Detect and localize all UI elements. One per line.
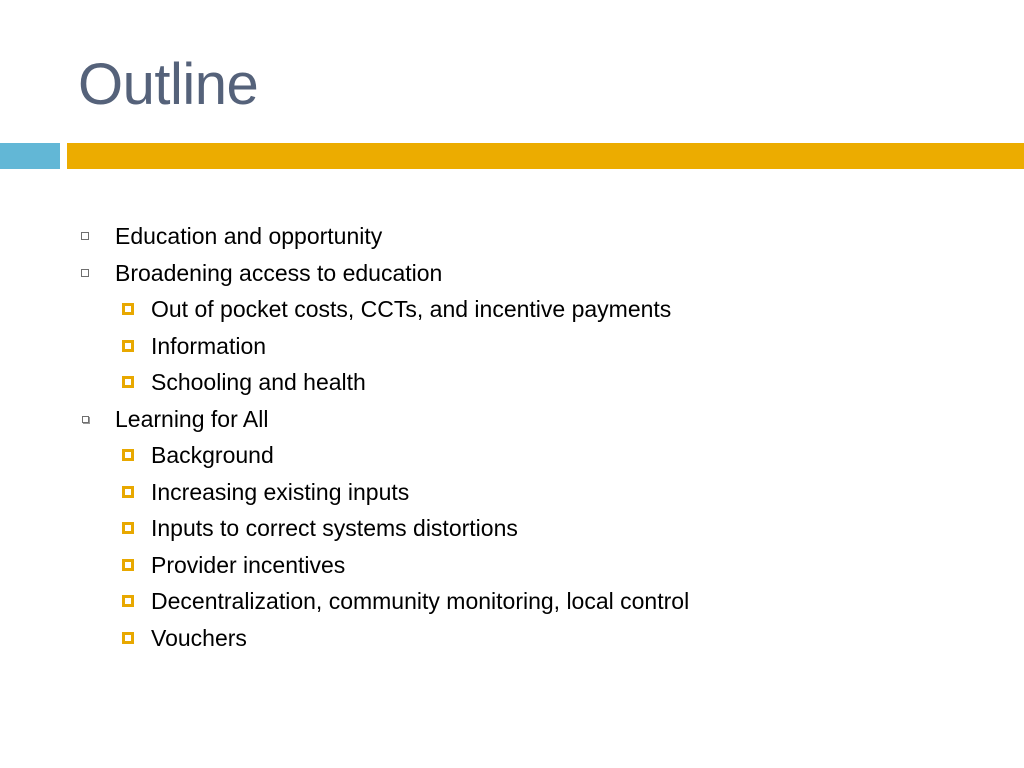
list-item-text: Background	[151, 442, 274, 468]
bullet-list	[0, 218, 1024, 656]
list-item	[0, 620, 1024, 657]
list-item	[0, 547, 1024, 584]
list-item	[0, 401, 1024, 438]
list-item-text: Out of pocket costs, CCTs, and incentive payments	[151, 296, 672, 322]
list-item-text: Information	[151, 332, 267, 359]
gold-square-bullet-icon	[122, 559, 134, 571]
list-item-text: Provider incentives	[151, 551, 346, 578]
slide-title: Outline	[78, 52, 259, 117]
list-item	[0, 255, 1024, 292]
gold-square-bullet-icon	[122, 522, 134, 534]
list-item	[0, 364, 1024, 401]
gold-square-bullet-icon	[122, 632, 134, 644]
gold-square-bullet-icon	[122, 340, 134, 352]
gold-square-bullet-icon	[122, 376, 134, 388]
list-item	[0, 328, 1024, 365]
list-item-text: Broadening access to education	[115, 259, 443, 286]
list-item	[0, 510, 1024, 547]
list-item	[0, 583, 1024, 620]
gold-square-bullet-icon	[122, 449, 134, 461]
list-item	[0, 218, 1024, 255]
list-item	[0, 437, 1024, 474]
list-item-text: Education and opportunity	[115, 223, 383, 249]
list-item	[0, 291, 1024, 328]
list-item-text: Decentralization, community monitoring, local control	[151, 588, 690, 614]
hollow-square-bullet-icon	[81, 232, 89, 240]
gold-square-bullet-icon	[122, 486, 134, 498]
gold-square-bullet-icon	[122, 595, 134, 607]
list-item-text: Learning for All	[115, 405, 269, 432]
list-item	[0, 474, 1024, 511]
shadowed-square-bullet-icon	[82, 416, 89, 423]
hollow-square-bullet-icon	[81, 269, 89, 277]
accent-bar-blue	[0, 143, 60, 169]
list-item-text: Increasing existing inputs	[151, 478, 410, 505]
gold-square-bullet-icon	[122, 303, 134, 315]
accent-bar-gold	[67, 143, 1024, 169]
list-item-text: Schooling and health	[151, 369, 366, 395]
list-item-text: Inputs to correct systems distortions	[151, 515, 518, 541]
list-item-text: Vouchers	[151, 624, 247, 651]
